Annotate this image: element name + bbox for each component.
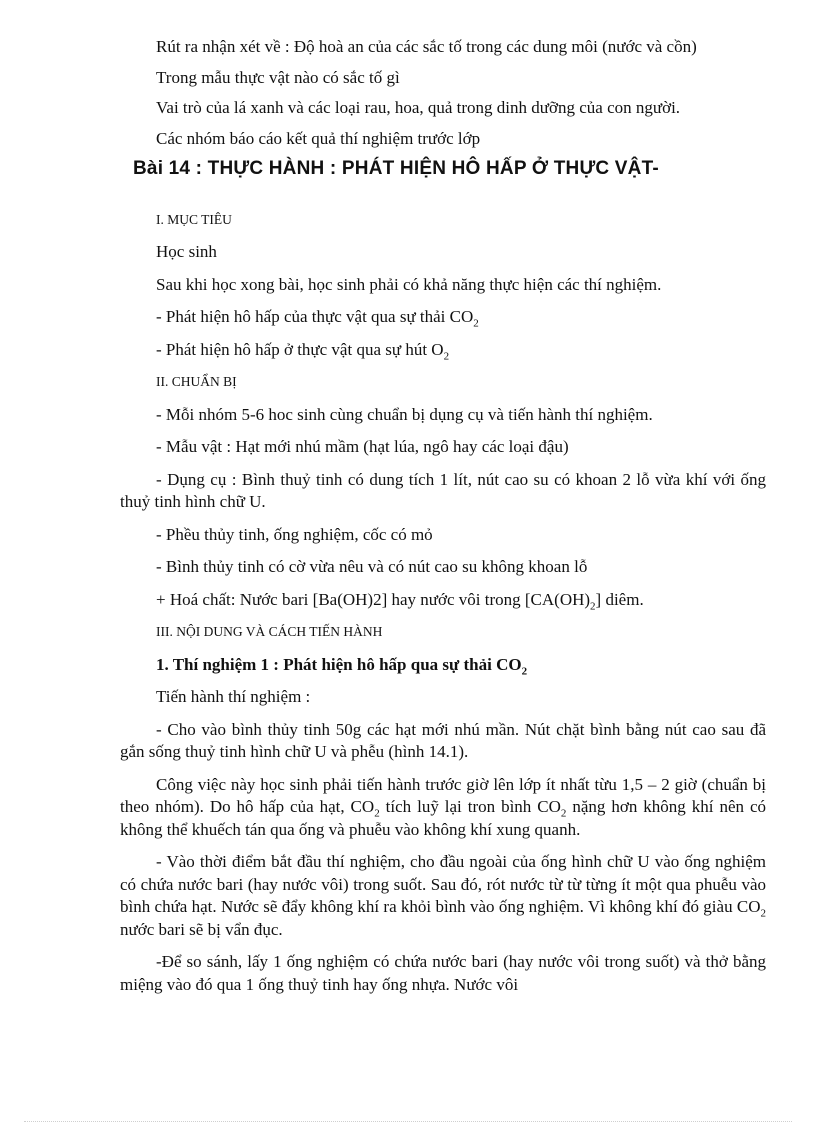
prep-specimens: - Mẫu vật : Hạt mới nhú mầm (hạt lúa, ngô hay các loại đậu) xyxy=(156,437,569,456)
intro-paragraph-pigments: Trong mẫu thực vật nào có sắc tố gì xyxy=(156,67,400,87)
section-heading-preparation: II. CHUẨN BỊ xyxy=(156,374,237,389)
intro-paragraph-report: Các nhóm báo cáo kết quả thí nghiệm trước lớp xyxy=(156,128,481,148)
intro-paragraph-role: Vai trò của lá xanh và các loại rau, hoa, quả trong dinh dưỡng của con người. xyxy=(156,98,681,117)
objective-o2-uptake: - Phát hiện hô hấp ở thực vật qua sự hút $O_2$ xyxy=(156,339,450,362)
lesson-title: Bài 14 : THỰC HÀNH : PHÁT HIỆN HÔ HẤP Ở THỰC VẬT- xyxy=(133,158,659,179)
experiment-1-heading: 1. Thí nghiệm 1 : Phát hiện hô hấp qua sự thải $CO_2$ xyxy=(156,654,528,677)
experiment-1-note: Công việc này học sinh phải tiến hành trước giờ lên lớp ít nhất từu 1,5 – 2 giờ (chuẩn bị theo nhóm). Do hô hấp của hạt, $CO_2$ tích luỹ lại tron bình $CO_2$ nặng hơn không khí nên có không thể khuếch tán qua ống và phuễu vào không khí xung quanh. xyxy=(120,774,767,839)
section-heading-objectives: I. MỤC TIÊU xyxy=(156,211,232,227)
prep-bottle: - Bình thủy tinh có cờ vừa nêu và có nút cao su không khoan lỗ xyxy=(156,557,588,576)
page-bottom-divider xyxy=(24,1121,792,1122)
prep-funnel: - Phều thủy tinh, ống nghiệm, cốc có mỏ xyxy=(156,524,433,544)
experiment-1-comparison: -Để so sánh, lấy 1 ống nghiệm có chứa nước bari (hay nước vôi trong suốt) và thở bằng miệng vào đó qua 1 ống thuỷ tinh hay ống nhựa. Nước vôi xyxy=(120,952,766,994)
prep-groups: - Mỗi nhóm 5-6 hoc sinh cùng chuẩn bị dụng cụ và tiến hành thí nghiệm. xyxy=(156,404,653,424)
objectives-description: Sau khi học xong bài, học sinh phải có khả năng thực hiện các thí nghiệm. xyxy=(156,274,662,294)
prep-chemicals: + Hoá chất: Nước bari [Ba(OH)2] hay nước vôi trong $[CA(OH)_2]$ diêm. xyxy=(156,589,644,612)
objectives-students: Học sinh xyxy=(156,242,217,261)
prep-tools: - Dụng cụ : Bình thuỷ tinh có dung tích 1 lít, nút cao su có khoan 2 lỗ vừa khí với ống thuỷ tinh hình chữ U. xyxy=(120,469,766,511)
intro-paragraph-conclusion: Rút ra nhận xét về : Độ hoà an của các sắc tố trong các dung môi (nước và cồn) xyxy=(156,37,697,56)
section-heading-content: III. NỘI DUNG VÀ CÁCH TIẾN HÀNH xyxy=(156,624,383,639)
document-page xyxy=(120,36,766,996)
experiment-1-step-2: - Vào thời điểm bắt đầu thí nghiệm, cho đầu ngoài của ống hình chữ U vào ống nghiệm có chứa nước bari (hay nước vôi) trong suốt. Sau đó, rót nước từ từ từng ít một qua phuễu vào bình chứa hạt. Nước sẽ đẩy không khí ra khỏi bình vào ống nghiệm. Vì không khí đó giàu $CO_2$ nước bari sẽ bị vẩn đục. xyxy=(120,852,766,939)
objective-co2-release: - Phát hiện hô hấp của thực vật qua sự thải $CO_2$ xyxy=(156,307,479,330)
experiment-1-intro: Tiến hành thí nghiệm : xyxy=(156,687,311,706)
experiment-1-step-1: - Cho vào bình thủy tinh 50g các hạt mới nhú mần. Nút chặt bình bằng nút cao sau đã gắn sống thuỷ tinh hình chữ U và phễu (hình 14.1). xyxy=(120,719,766,761)
